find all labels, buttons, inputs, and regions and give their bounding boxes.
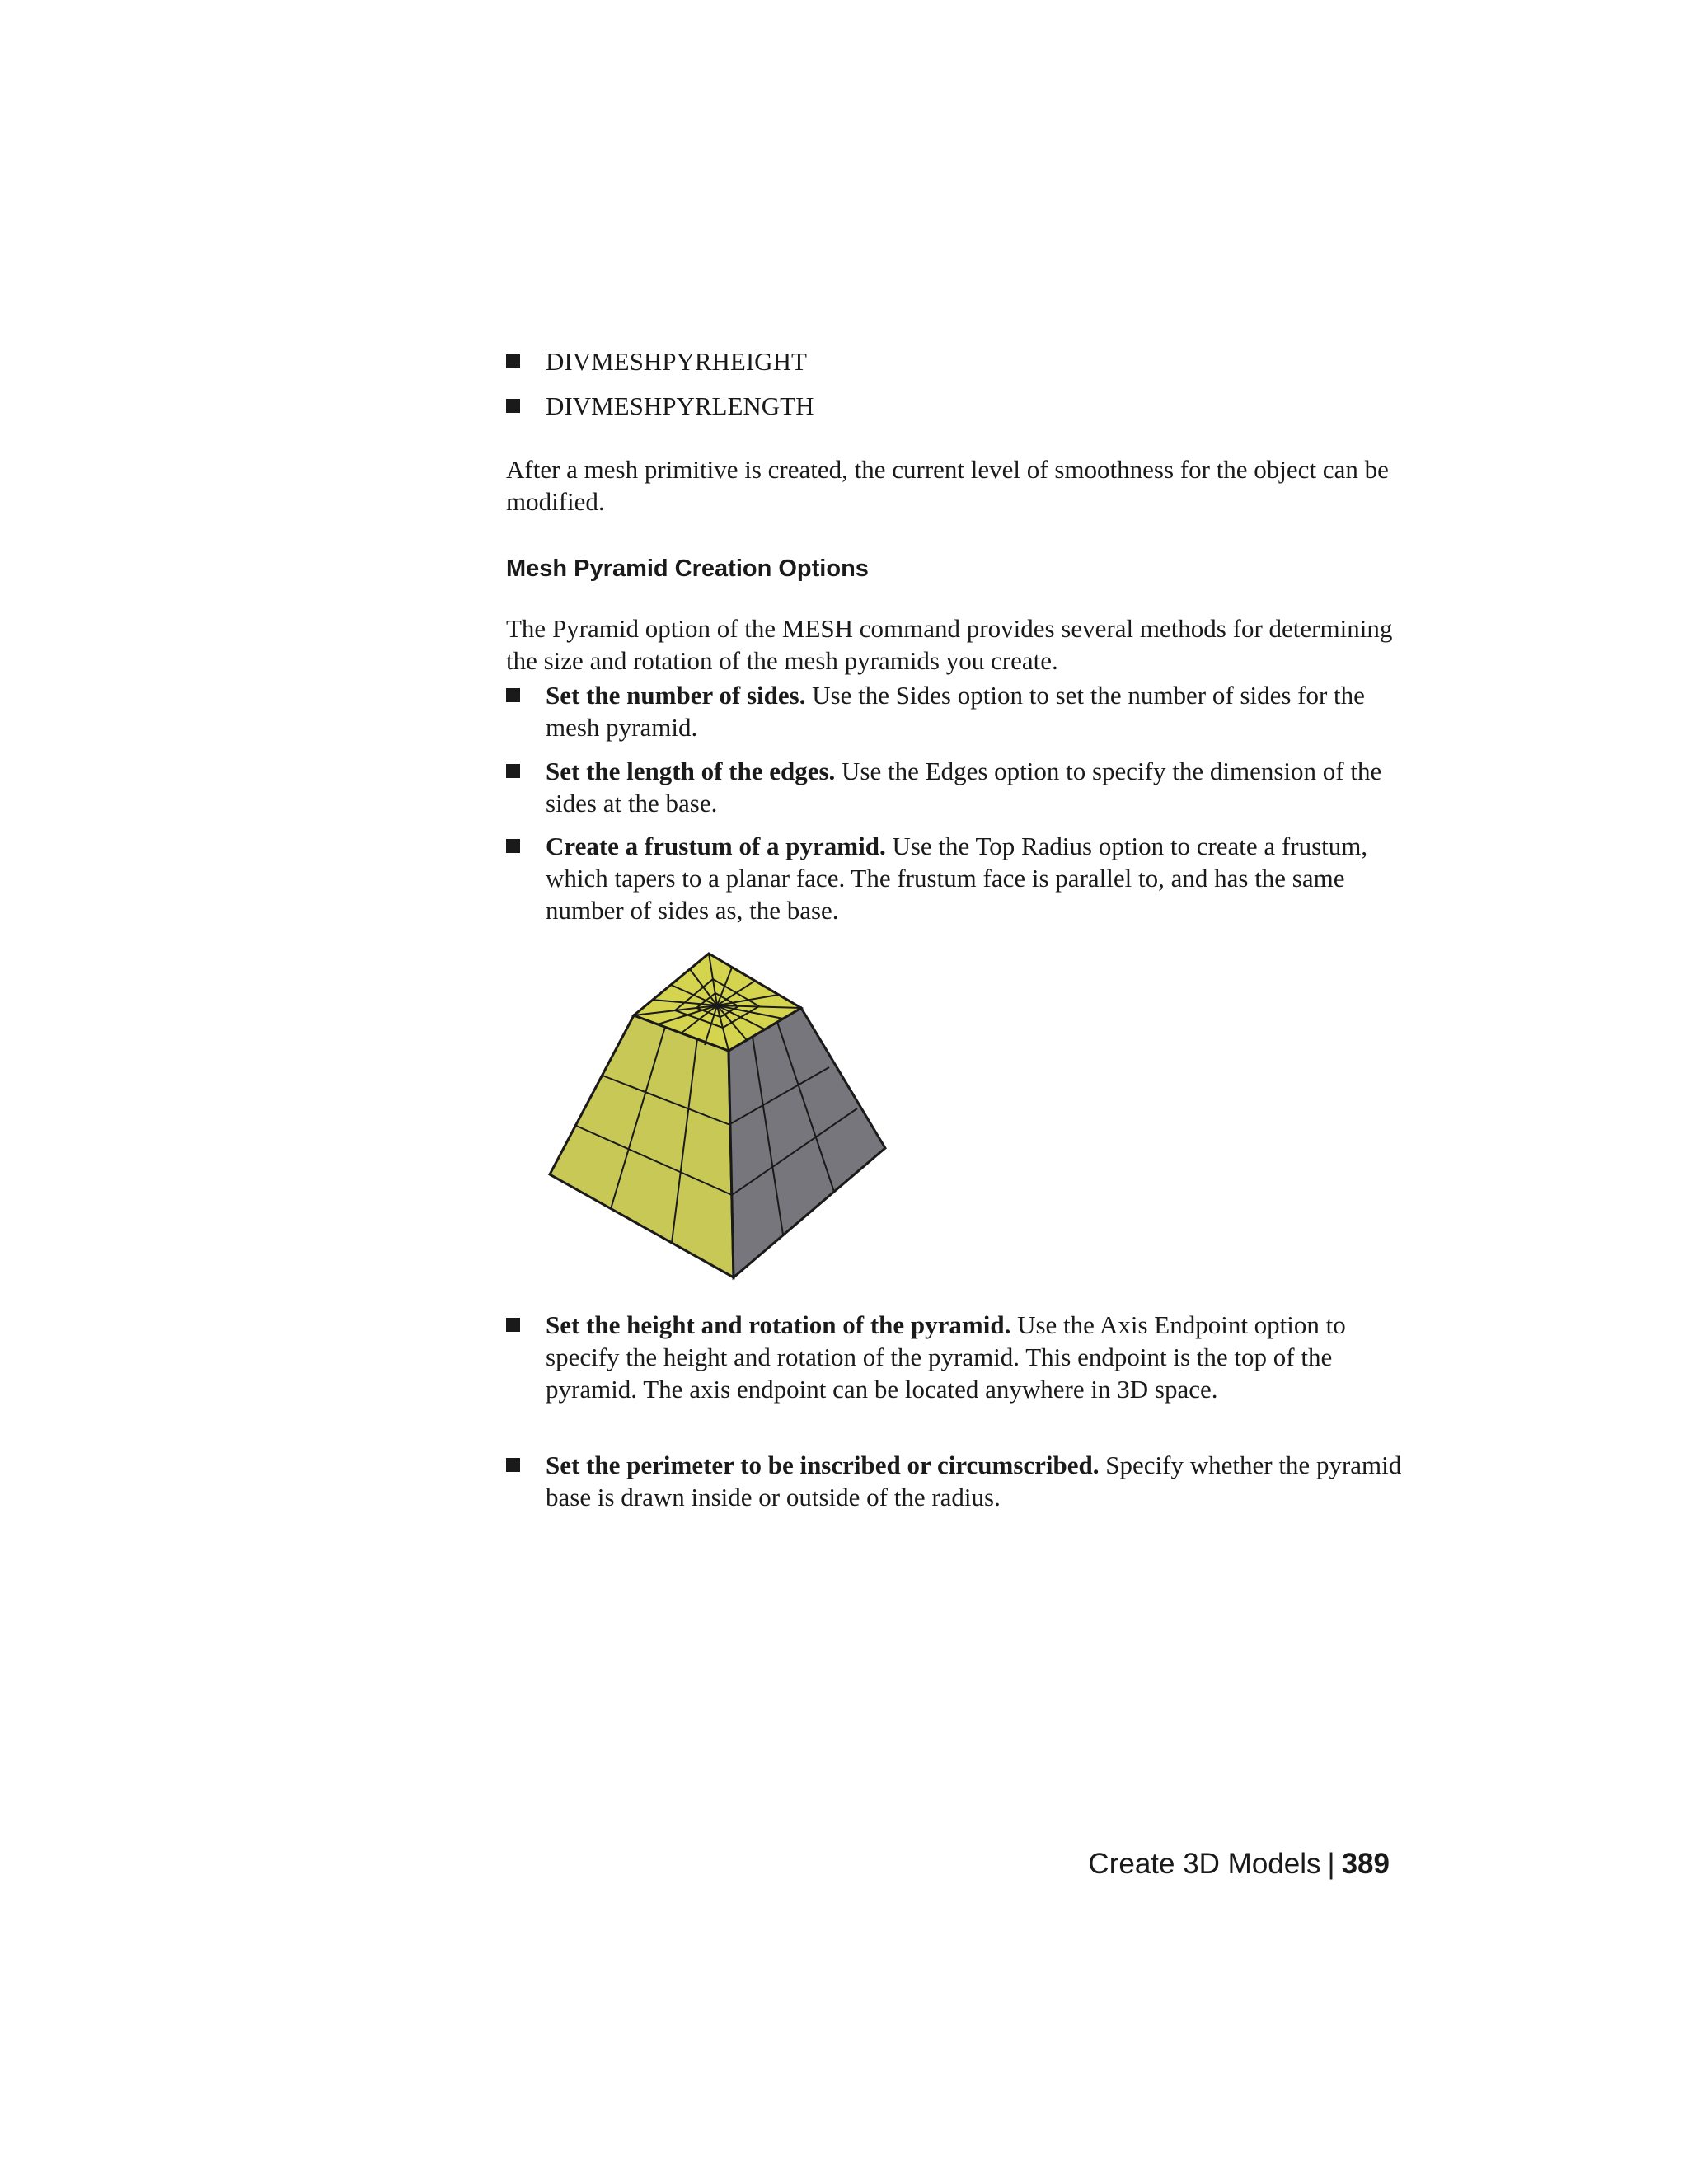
- bullet-square-icon: [506, 354, 520, 368]
- option-text: [546, 1449, 1403, 1513]
- bullet-square-icon: [506, 399, 520, 413]
- bullet-square-icon: [506, 1458, 520, 1472]
- option-text: [546, 679, 1403, 743]
- chapter-title: Create 3D Models: [1088, 1848, 1321, 1880]
- option-lead: Set the length of the edges.: [546, 757, 836, 785]
- option-text: [546, 830, 1403, 926]
- page-footer: [1088, 1846, 1390, 1882]
- option-body: Use the Edges option to specify the dimension of the sides at the base.: [546, 757, 1382, 818]
- section-paragraph: The Pyramid option of the MESH command provides several methods for determining the size and rotation of the mesh pyramids you create.: [506, 614, 1393, 675]
- list-item-text: DIVMESHPYRLENGTH: [546, 391, 814, 420]
- option-lead: Set the height and rotation of the pyramid.: [546, 1310, 1011, 1339]
- bullet-square-icon: [506, 839, 520, 853]
- bullet-square-icon: [506, 688, 520, 702]
- left-face: [550, 1015, 734, 1277]
- mesh-pyramid-illustration: [544, 948, 890, 1286]
- option-body: Specify whether the pyramid base is drawn inside or outside of the radius.: [546, 1451, 1402, 1511]
- option-lead: Create a frustum of a pyramid.: [546, 832, 886, 860]
- list-item-text: DIVMESHPYRHEIGHT: [546, 347, 807, 376]
- bullet-square-icon: [506, 764, 520, 778]
- section-heading: Mesh Pyramid Creation Options: [506, 555, 869, 582]
- footer-separator: |: [1327, 1848, 1335, 1880]
- option-body: Use the Sides option to set the number of sides for the mesh pyramid.: [546, 681, 1365, 742]
- option-lead: Set the number of sides.: [546, 681, 806, 710]
- option-text: [546, 1309, 1403, 1405]
- intro-paragraph: After a mesh primitive is created, the current level of smoothness for the object can be modified.: [506, 455, 1389, 516]
- option-lead: Set the perimeter to be inscribed or circumscribed.: [546, 1451, 1100, 1479]
- option-body: Use the Axis Endpoint option to specify the height and rotation of the pyramid. This endpoint is the top of the pyramid. The axis endpoint can be located anywhere in 3D space.: [546, 1310, 1346, 1404]
- mesh-pyramid-figure: [544, 948, 890, 1286]
- option-text: [546, 755, 1403, 819]
- page-number: 389: [1341, 1848, 1390, 1880]
- bullet-square-icon: [506, 1318, 520, 1332]
- option-body: Use the Top Radius option to create a frustum, which tapers to a planar face. The frustum face is parallel to, and has the same number of sides as, the base.: [546, 832, 1368, 925]
